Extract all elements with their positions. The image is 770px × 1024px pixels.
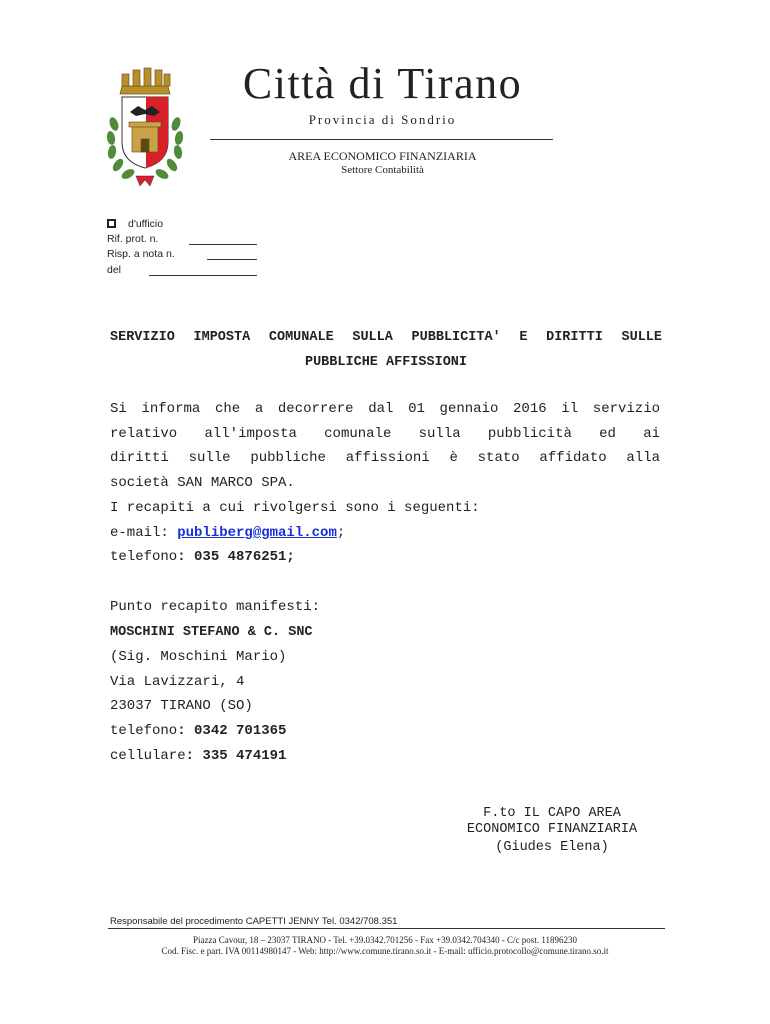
phone-number: : 035 4876251; <box>177 549 295 565</box>
notice-text-line2: relativo all'imposta comunale sulla pubblicità ed ai <box>110 426 660 442</box>
pickup-phone-number: : 0342 701365 <box>177 723 287 739</box>
pickup-city: 23037 TIRANO (SO) <box>110 698 253 714</box>
ref-prot-blank <box>189 244 257 245</box>
ref-del <box>107 264 257 276</box>
footer-responsible: Responsabile del procedimento CAPETTI JENNY Tel. 0342/708.351 <box>110 916 398 927</box>
ref-ufficio <box>107 218 163 230</box>
ref-nota-blank <box>207 259 257 260</box>
phone-label: telefono <box>110 549 178 565</box>
city-title: Città di Tirano <box>242 59 523 108</box>
pickup-mobile-label: cellulare <box>110 748 186 764</box>
notice-heading-line1: SERVIZIO IMPOSTA COMUNALE SULLA PUBBLICITA' E DIRITTI SULLE <box>110 330 662 345</box>
pickup-company: MOSCHINI STEFANO & C. SNC <box>110 625 313 640</box>
email-suffix: ; <box>336 525 346 541</box>
footer-address: Piazza Cavour, 18 – 23037 TIRANO - Tel. +39.0342.701256 - Fax +39.0342.704340 - C/c post. 11896230 <box>193 935 577 945</box>
email-label: e-mail: <box>110 525 178 541</box>
pickup-phone-line <box>110 723 286 739</box>
ref-del-blank <box>149 275 257 276</box>
ref-nota <box>107 248 257 260</box>
province-name: Provincia di Sondrio <box>308 112 457 127</box>
email-line <box>110 525 345 541</box>
checkbox-icon <box>107 219 116 228</box>
notice-heading-line2: PUBBLICHE AFFISSIONI <box>304 355 468 370</box>
ref-ufficio-label: d'ufficio <box>128 218 164 230</box>
sector-name: Settore Contabilità <box>341 164 424 176</box>
email-link[interactable]: publiberg@gmail.com <box>177 525 337 541</box>
notice-text-line3: diritti sulle pubbliche affissioni è stato affidato alla <box>110 450 660 466</box>
phone-line <box>110 549 295 565</box>
signature-name: (Giudes Elena) <box>495 840 609 855</box>
pickup-contact: (Sig. Moschini Mario) <box>110 649 287 665</box>
area-name: AREA ECONOMICO FINANZIARIA <box>288 149 477 163</box>
signature-line2: ECONOMICO FINANZIARIA <box>466 822 638 837</box>
ref-del-label: del <box>107 264 122 276</box>
notice-text-line4: società SAN MARCO SPA. <box>110 475 295 491</box>
footer-divider <box>108 928 665 929</box>
signature-line1: F.to IL CAPO AREA <box>483 806 621 821</box>
pickup-street: Via Lavizzari, 4 <box>110 674 245 690</box>
pickup-mobile-number: : 335 474191 <box>185 748 287 764</box>
contacts-intro: I recapiti a cui rivolgersi sono i seguenti: <box>110 500 480 516</box>
pickup-phone-label: telefono <box>110 723 178 739</box>
pickup-label: Punto recapito manifesti: <box>110 599 321 615</box>
ref-prot-label: Rif. prot. n. <box>107 233 159 245</box>
notice-text-line1: Si informa che a decorrere dal 01 gennaio 2016 il servizio <box>110 401 660 417</box>
municipal-crest-emblem <box>100 64 190 194</box>
header-divider <box>210 139 553 140</box>
ref-nota-label: Risp. a nota n. <box>107 248 175 260</box>
pickup-mobile-line <box>110 748 286 764</box>
ref-prot <box>107 233 257 245</box>
footer-fiscal: Cod. Fisc. e part. IVA 00114980147 - Web: http://www.comune.tirano.so.it - E-mail: ufficio.protocollo@comune.tirano.so.it <box>161 946 609 956</box>
